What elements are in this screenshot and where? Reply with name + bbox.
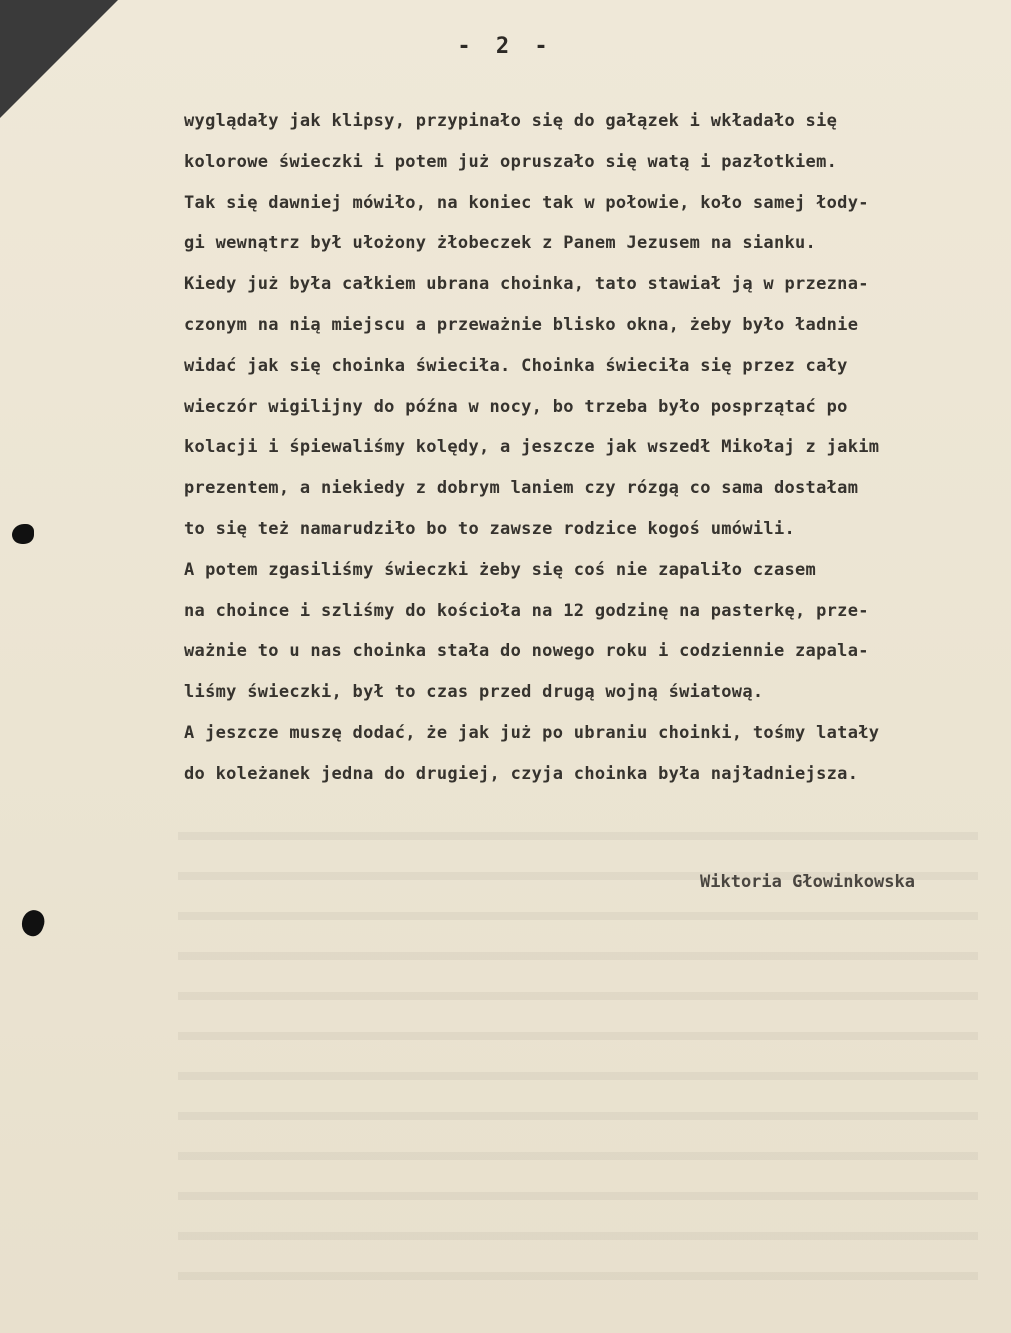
text-line: Kiedy już była całkiem ubrana choinka, tato stawiał ją w przezna- xyxy=(184,274,869,295)
signature-name: Wiktoria Głowinkowska xyxy=(700,872,915,892)
text-line: A jeszcze muszę dodać, że jak już po ubraniu choinki, tośmy latały xyxy=(184,722,880,743)
punch-hole xyxy=(18,907,48,939)
text-line: kolorowe świeczki i potem już opruszało się watą i pazłotkiem. xyxy=(184,151,838,172)
page-number: - 2 - xyxy=(457,34,554,59)
text-line: Tak się dawniej mówiło, na koniec tak w połowie, koło samej łody- xyxy=(184,192,869,213)
text-line: kolacji i śpiewaliśmy kolędy, a jeszcze jak wszedł Mikołaj z jakim xyxy=(184,437,880,458)
text-line: liśmy świeczki, był to czas przed drugą wojną światową. xyxy=(184,682,764,703)
text-line: gi wewnątrz był ułożony żłobeczek z Panem Jezusem na sianku. xyxy=(184,233,817,254)
text-line: do koleżanek jedna do drugiej, czyja choinka była najładniejsza. xyxy=(184,763,859,784)
text-line: czonym na nią miejscu a przeważnie blisko okna, żeby było ładnie xyxy=(184,314,859,335)
text-line: na choince i szliśmy do kościoła na 12 godzinę na pasterkę, prze- xyxy=(184,600,869,621)
text-line: to się też namarudziło bo to zawsze rodzice kogoś umówili. xyxy=(184,518,796,539)
punch-hole xyxy=(12,524,34,544)
text-line: ważnie to u nas choinka stała do nowego roku i codziennie zapala- xyxy=(184,641,869,662)
text-line: wieczór wigilijny do późna w nocy, bo trzeba było posprzątać po xyxy=(184,396,848,417)
folded-corner xyxy=(0,0,118,118)
text-line: wyglądały jak klipsy, przypinało się do gałązek i wkładało się xyxy=(184,111,838,131)
text-line: prezentem, a niekiedy z dobrym laniem czy rózgą co sama dostałam xyxy=(184,478,859,499)
letter-body xyxy=(184,108,1004,802)
text-line: A potem zgasiliśmy świeczki żeby się coś nie zapaliło czasem xyxy=(184,559,817,580)
text-line: widać jak się choinka świeciła. Choinka świeciła się przez cały xyxy=(184,355,848,376)
